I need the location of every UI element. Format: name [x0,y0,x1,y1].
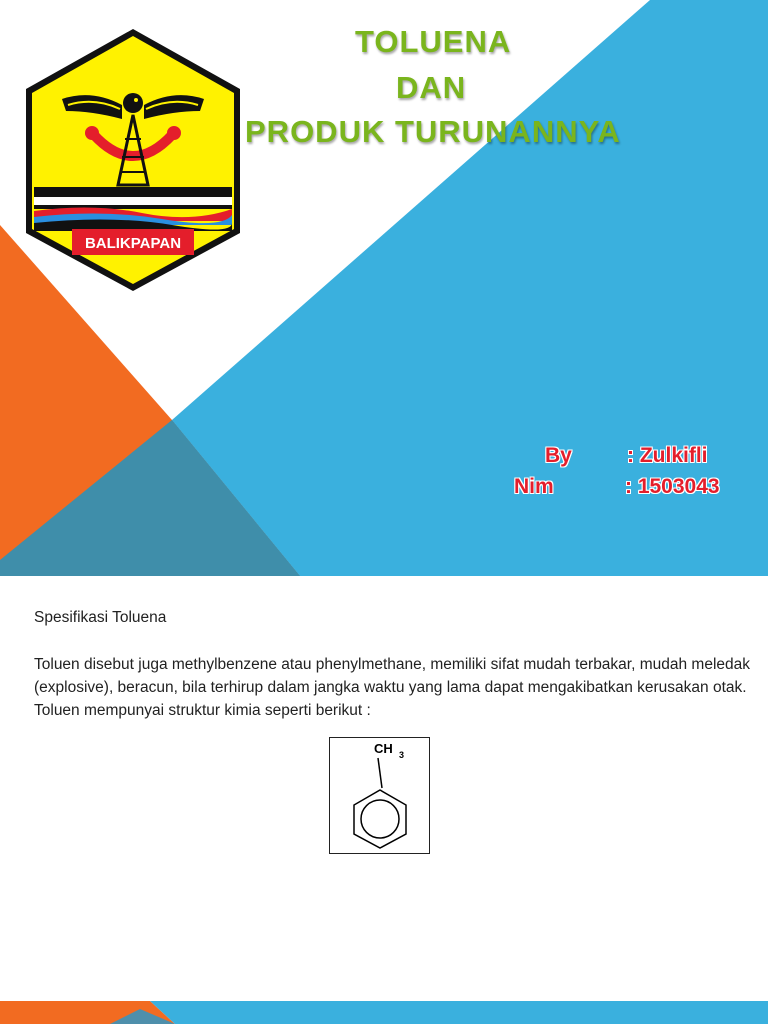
stt-migas-logo [22,27,244,298]
specification-slide [0,576,768,1024]
title-line-1: TOLUENA [355,24,512,59]
toluene-structure [329,737,430,854]
author-by-value: : Zulkifli [627,444,708,467]
spec-paragraph: Toluen disebut juga methylbenzene atau phenylmethane, memiliki sifat mudah terbakar, mudah meledak (explosive), beracun, bila terhirup dalam jangka waktu yang lama dapat mengakibatkan kerusakan otak. Toluen mempunyai struktur kimia seperti berikut : [34,656,751,719]
next-slide-strip [0,997,768,1024]
author-nim-label: Nim [514,475,554,498]
author-nim-value: : 1503043 [625,475,720,498]
spec-heading: Spesifikasi Toluena [34,609,167,626]
title-line-2: DAN [396,70,467,105]
methyl-group-label: CH [374,741,393,756]
methyl-group-subscript: 3 [399,750,405,760]
author-by-label: By [545,444,572,467]
logo-city-text: BALIKPAPAN [84,235,182,252]
title-line-3: PRODUK TURUNANNYA [245,114,621,149]
